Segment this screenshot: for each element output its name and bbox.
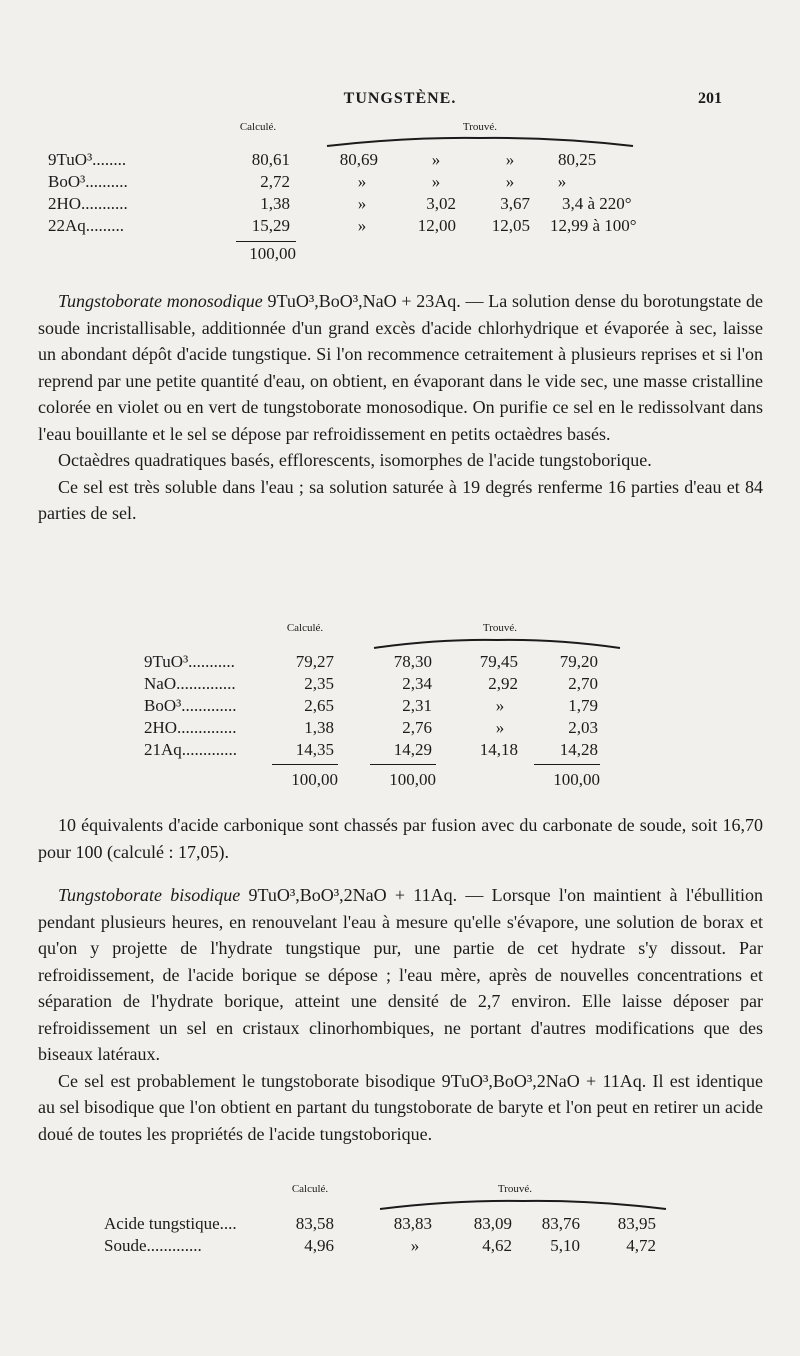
table-cell: 2,31: [402, 696, 432, 715]
table-cell: »: [431, 150, 441, 169]
table-cell: »: [357, 172, 367, 191]
table2-total: 100,00: [389, 770, 436, 789]
table-cell: »: [557, 172, 567, 191]
table-cell: 83,76: [541, 1214, 580, 1233]
table-cell: 4,96: [304, 1236, 334, 1255]
table-cell: 14,18: [479, 740, 518, 759]
table-cell: 3,02: [426, 194, 456, 213]
table-cell: 2,35: [304, 674, 334, 693]
sum-rule: [370, 764, 436, 765]
table2-total: 100,00: [553, 770, 600, 789]
table-row-label: 21Aq.............: [144, 740, 238, 759]
table-cell: 15,29: [251, 216, 290, 235]
table1-calc-header: Calculé.: [239, 121, 277, 133]
table-cell: 2,76: [402, 718, 432, 737]
text-block-3: [38, 882, 763, 1147]
table3-found-header: Trouvé.: [497, 1183, 533, 1195]
table-cell: 79,45: [479, 652, 518, 671]
table-cell: 5,10: [550, 1236, 580, 1255]
table-row-label: NaO..............: [144, 674, 236, 693]
paragraph-text: — La solution dense du borotungstate de soude incristallisable, additionnée d'un grand excès d'acide chlorhydrique et évaporée à sec, laisse un abondant dépôt d'acide tungstique. Si l'on recommence cetraitement à plusieurs reprises et si l'on reprend par une petite quantité d'eau, on obtient, en évaporant dans le vide sec, une masse cristalline colorée en violet ou en vert de tungstoborate monosodique. On purifie ce sel en le redissolvant dans l'eau bouillante et le sel se dépose par refroidissement en petits octaèdres basés.: [38, 291, 763, 444]
table-cell: 2,92: [488, 674, 518, 693]
table-row-label: 9TuO³...........: [144, 652, 235, 671]
table-cell: 2,34: [402, 674, 432, 693]
table-row-label: 22Aq.........: [48, 216, 125, 235]
table-cell: 2,70: [568, 674, 598, 693]
compound-name: Tungstoborate bisodique: [58, 885, 241, 905]
paragraph: 10 équivalents d'acide carbonique sont chassés par fusion avec du carbonate de soude, soit 16,70 pour 100 (calculé : 17,05).: [38, 815, 763, 862]
table-cell: 12,99 à 100°: [550, 216, 637, 235]
table-cell: »: [357, 194, 367, 213]
table-row-label: BoO³.............: [144, 696, 237, 715]
table-row-label: Acide tungstique....: [104, 1214, 237, 1233]
table-cell: 2,03: [568, 718, 598, 737]
table-cell: 14,35: [295, 740, 334, 759]
table-cell: »: [431, 172, 441, 191]
table2-total: 100,00: [291, 770, 338, 789]
paragraph: Octaèdres quadratiques basés, efflorescents, isomorphes de l'acide tungstoborique.: [58, 450, 652, 470]
table2-brace: [372, 636, 622, 652]
paragraph: [38, 288, 763, 447]
table-cell: »: [505, 150, 515, 169]
table-cell: »: [505, 172, 515, 191]
compound-formula: 9TuO³,BoO³,2NaO + 11Aq.: [240, 885, 458, 905]
table2-found-header: Trouvé.: [482, 622, 518, 634]
table-cell: 3,67: [500, 194, 530, 213]
paragraph-text: — Lorsque l'on maintient à l'ébullition pendant plusieurs heures, en renouvelant l'eau à mesure qu'elle s'évapore, une solution de borax et qu'on y projette de l'hydrate tungstique pur, une partie de cet hydrate s'y dissout. Par refroidissement, de l'acide borique se dépose ; l'eau mère, après de nouvelles concentrations et séparation de l'hydrate borique, atteint une densité de 2,7 environ. Elle laisse déposer par refroidissement un sel en cristaux clinorhombiques, ne portant d'autres modifications que des biseaux latéraux.: [38, 885, 763, 1064]
sum-rule: [236, 241, 296, 242]
table2-calc-header: Calculé.: [286, 622, 324, 634]
table-cell: 80,69: [339, 150, 378, 169]
table-cell: 1,38: [260, 194, 290, 213]
table-row-label: 2HO...........: [48, 194, 128, 213]
table-cell: 4,72: [626, 1236, 656, 1255]
table-cell: 80,25: [558, 150, 597, 169]
table-cell: 79,27: [295, 652, 334, 671]
table-row-label: 9TuO³........: [48, 150, 127, 169]
text-block-2: [38, 812, 763, 865]
table-row-label: Soude.............: [104, 1236, 202, 1255]
table-cell: 3,4 à 220°: [562, 194, 632, 213]
page-number: 201: [698, 90, 722, 107]
table-cell: 78,30: [393, 652, 432, 671]
table-row-label: 2HO..............: [144, 718, 237, 737]
paragraph: [38, 882, 763, 1068]
table-row-label: BoO³..........: [48, 172, 128, 191]
running-head: TUNGSTÈNE.: [343, 90, 457, 107]
table-cell: 1,38: [304, 718, 334, 737]
table-cell: 1,79: [568, 696, 598, 715]
sum-rule: [272, 764, 338, 765]
table1-brace: [325, 134, 635, 150]
table3-calc-header: Calculé.: [291, 1183, 329, 1195]
compound-formula: 9TuO³,BoO³,NaO + 23Aq.: [262, 291, 461, 311]
table-cell: 2,65: [304, 696, 334, 715]
table-cell: »: [357, 216, 367, 235]
table-cell: »: [495, 718, 505, 737]
compound-name: Tungstoborate monosodique: [58, 291, 263, 311]
table-cell: 79,20: [559, 652, 598, 671]
table-cell: 12,05: [491, 216, 530, 235]
table-cell: 83,83: [393, 1214, 432, 1233]
sum-rule: [534, 764, 600, 765]
table-cell: 12,00: [417, 216, 456, 235]
table3-brace: [378, 1197, 668, 1213]
table-cell: 14,29: [393, 740, 432, 759]
table-cell: 14,28: [559, 740, 598, 759]
table-cell: 83,58: [295, 1214, 334, 1233]
table-cell: 4,62: [482, 1236, 512, 1255]
paragraph: Ce sel est très soluble dans l'eau ; sa solution saturée à 19 degrés renferme 16 parties d'eau et 84 parties de sel.: [38, 476, 763, 523]
text-block-1: [38, 288, 763, 527]
table1-found-header: Trouvé.: [462, 121, 498, 133]
table-cell: »: [495, 696, 505, 715]
paragraph: Ce sel est probablement le tungstoborate bisodique 9TuO³,BoO³,2NaO + 11Aq. Il est identique au sel bisodique que l'on obtient en partant du tungstoborate de baryte et l'on peut en retirer un acide doué de toutes les propriétés de l'acide tungstoborique.: [38, 1070, 763, 1144]
table-cell: 2,72: [260, 172, 290, 191]
table1-total: 100,00: [249, 244, 296, 263]
table-cell: 83,95: [617, 1214, 656, 1233]
table-cell: »: [410, 1236, 420, 1255]
table-cell: 83,09: [473, 1214, 512, 1233]
table-cell: 80,61: [251, 150, 290, 169]
